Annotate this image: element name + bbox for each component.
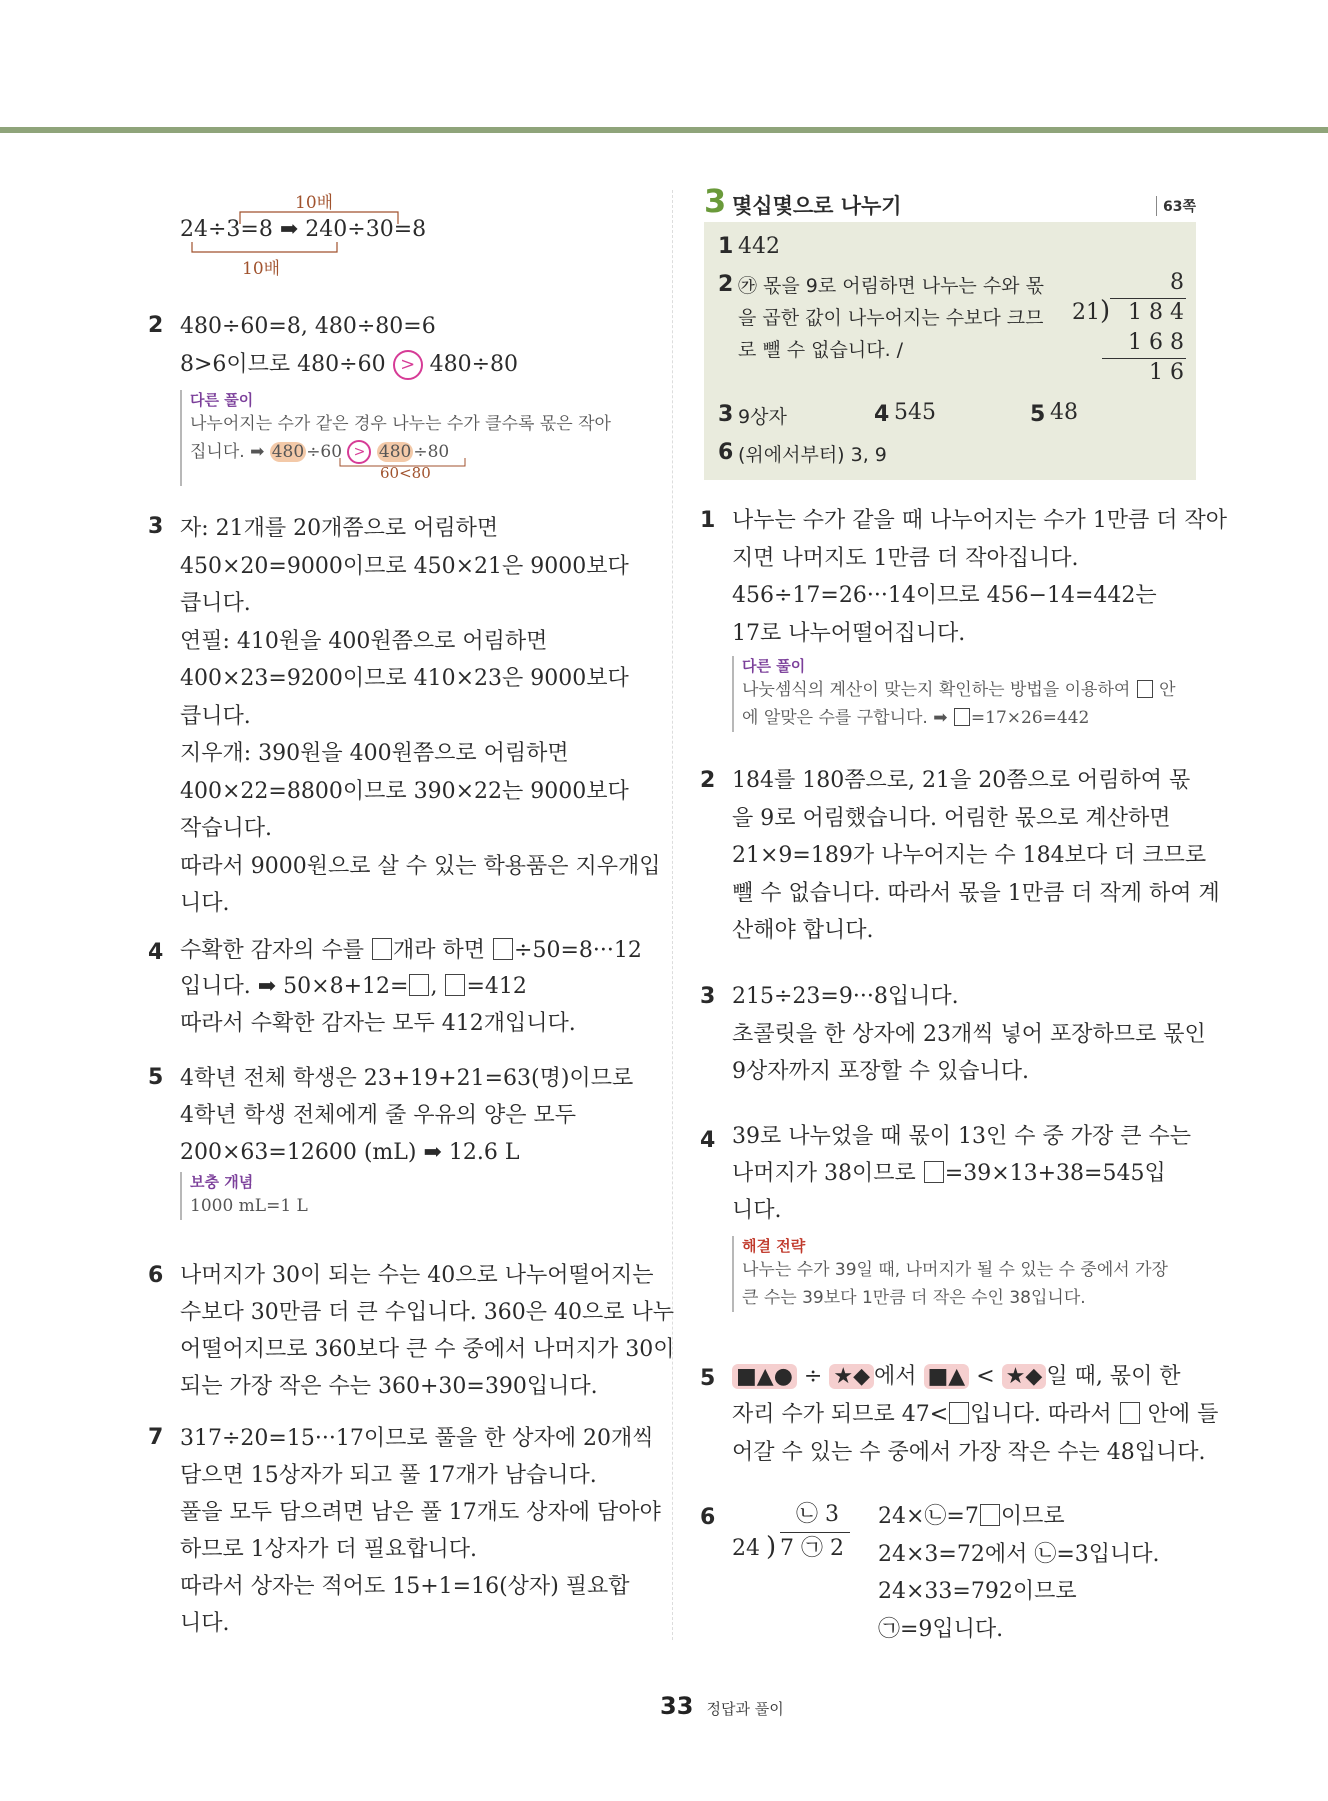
r5-number: 5 [700,1366,716,1391]
page-ref: 63쪽 [1156,196,1196,216]
q4-line2b: , [430,974,438,999]
q7-line: 따라서 상자는 적어도 15+1=16(상자) 필요합 [180,1574,630,1599]
r6-long-division [732,1500,852,1580]
r5-pill-2: ★◆ [829,1364,874,1389]
q2-note [180,390,611,486]
page-number: 33 [660,1692,694,1720]
div-bracket: ) [1100,296,1111,326]
q3-number: 3 [148,514,164,539]
a2-line: 을 곱한 값이 나누어지는 수보다 크므 [738,307,1044,329]
a6-answer: (위에서부터) 3, 9 [738,444,887,466]
q2-note-line2b: ÷60 [306,442,343,462]
r6-dividend: 7 ㉠ 2 [780,1536,844,1561]
q6-line: 되는 가장 작은 수는 360+30=390입니다. [180,1374,598,1399]
a3-answer: 9상자 [738,406,787,428]
long-division [1072,268,1188,388]
blank-box [980,1504,1000,1526]
q7-number: 7 [148,1425,164,1450]
r1-note-line2 [742,704,1176,732]
div-divisor: 21 [1072,300,1100,325]
greater-than-circle: > [393,350,423,380]
column-divider [672,190,673,1640]
top-formula-diagram [172,190,472,290]
r1-note-line1b: 안 [1159,680,1176,700]
q5-line: 4학년 전체 학생은 23+19+21=63(명)이므로 [180,1066,634,1091]
q4-line2c: =412 [466,974,527,999]
r1-note-line2b: =17×26=442 [970,708,1090,728]
section-header [704,182,1196,220]
q5-line: 4학년 학생 전체에게 줄 우유의 양은 모두 [180,1103,576,1128]
q2-line1: 480÷60=8, 480÷80=6 [180,314,436,339]
a5-answer: 48 [1050,400,1078,425]
r5-line2b: 입니다. 따라서 [970,1402,1112,1427]
r5-line1 [732,1362,1181,1392]
r3-body [732,978,1206,1091]
top-annotation-b: 10배 [242,259,281,279]
q2-line2 [180,350,518,380]
footer-label: 정답과 풀이 [706,1700,784,1718]
r2-line: 21×9=189가 나누어지는 수 184보다 더 크므로 [732,843,1207,868]
q6-line: 나머지가 30이 되는 수는 40으로 나누어떨어지는 [180,1263,654,1288]
r5-divide: ÷ [803,1364,823,1389]
div-subtract: 1 6 8 [1128,330,1184,355]
q4-number: 4 [148,940,164,965]
q3-line: 지우개: 390원을 400원쯤으로 어림하면 [180,741,569,766]
r3-number: 3 [700,984,716,1009]
q3-line: 400×22=8800이므로 390×22는 9000보다 [180,778,629,804]
a6-number: 6 [718,440,734,465]
r5-pill-3: ■▲ [924,1364,970,1389]
q3-line: 자: 21개를 20개쯤으로 어림하면 [180,516,499,541]
r6-line2: 24×3=72에서 ㉡=3입니다. [878,1541,1160,1567]
r6-number: 6 [700,1505,716,1530]
q7-line: 317÷20=15···17이므로 풀을 한 상자에 20개씩 [180,1426,654,1451]
q6-line: 어떨어지므로 360보다 큰 수 중에서 나머지가 30이 [180,1337,675,1362]
r5-line2 [732,1400,1218,1430]
q2-note-line1: 나누어지는 수가 같은 경우 나누는 수가 클수록 몫은 작아 [190,414,611,434]
q5-note-text: 1000 mL=1 L [190,1196,308,1216]
a5-number: 5 [1030,402,1046,427]
r6-line1 [878,1498,1160,1536]
q3-line: 큽니다. [180,703,251,729]
q6-body [180,1257,674,1405]
top-rule [0,127,1328,133]
r5-text1: 에서 [874,1364,917,1389]
q2-note-highlight-1: 480 [271,442,305,462]
r1-line: 456÷17=26···14이므로 456−14=442는 [732,583,1157,608]
blank-box [1120,1402,1140,1424]
q4-line1a: 수확한 감자의 수를 [180,938,365,963]
r5-line2c: 안에 들 [1147,1402,1219,1427]
q7-line: 담으면 15상자가 되고 풀 17개가 남습니다. [180,1463,597,1488]
div-remainder: 1 6 [1149,360,1184,385]
section-number: 3 [704,182,727,220]
q6-line: 수보다 30만큼 더 큰 수입니다. 360은 40으로 나누 [180,1300,674,1325]
r1-note-line1 [742,676,1176,704]
r6-line1b: 이므로 [1000,1504,1065,1529]
a1-number: 1 [718,234,734,259]
q2-note-highlight-2: 480 [378,442,412,462]
q3-line: 작습니다. [180,816,273,841]
blank-box [372,938,392,960]
r1-note [732,656,1176,732]
r2-body [732,762,1220,950]
q3-line: 450×20=9000이므로 450×21은 9000보다 [180,553,629,579]
q5-body [180,1060,633,1171]
q2-note-title: 다른 풀이 [190,391,254,409]
section-title: 몇십몇으로 나누기 [732,194,902,218]
r1-line: 17로 나누어떨어집니다. [732,620,966,646]
a2-line: ㉮ 몫을 9로 어림하면 나누는 수와 몫 [738,275,1044,297]
r6-div-bracket: ) [766,1532,777,1562]
r4-note-line2: 큰 수는 39보다 1만큼 더 작은 수인 38입니다. [742,1288,1086,1308]
blank-box [1137,680,1153,698]
r3-line: 215÷23=9···8입니다. [732,984,959,1009]
r2-line: 184를 180쯤으로, 21을 20쯤으로 어림하여 몫 [732,768,1191,793]
r3-line: 9상자까지 포장할 수 있습니다. [732,1059,1029,1084]
r4-note [732,1236,1168,1312]
r6-line4: ㉠=9입니다. [878,1616,1004,1642]
q2-note-sub: 60<80 [380,464,431,482]
q5-number: 5 [148,1065,164,1090]
r5-text2: 일 때, 몫이 한 [1046,1364,1181,1389]
q2-note-line2a: 집니다. ➡ [190,442,265,462]
r6-div-bar [780,1532,850,1533]
q4-line2a: 입니다. ➡ 50×8+12= [180,974,409,999]
q3-line: 니다. [180,891,230,916]
a1-answer: 442 [738,234,780,259]
r1-note-title: 다른 풀이 [742,657,806,675]
r4-line3: 니다. [732,1198,782,1223]
r4-note-title: 해결 전략 [742,1237,806,1255]
blank-box [924,1161,944,1183]
r1-note-line2a: 에 알맞은 수를 구합니다. ➡ [742,708,948,728]
q3-body [180,510,661,923]
q7-line: 풀을 모두 담으려면 남은 풀 17개도 상자에 담아야 [180,1500,661,1525]
q6-number: 6 [148,1263,164,1288]
blank-box [493,938,513,960]
q7-line: 니다. [180,1611,230,1636]
r6-divisor: 24 [732,1536,760,1561]
top-annotation-a: 10배 [295,193,334,213]
r1-number: 1 [700,508,716,533]
q2-line2a: 8>6이므로 480÷60 [180,352,386,377]
r1-note-line1a: 나눗셈식의 계산이 맞는지 확인하는 방법을 이용하여 [742,680,1131,700]
r6-line1a: 24×㉡=7 [878,1504,979,1529]
r4-number: 4 [700,1128,716,1153]
top-formula: 24÷3=8 ➡ 240÷30=8 [180,217,427,242]
div-quotient: 8 [1170,270,1184,295]
q7-body [180,1420,661,1642]
a4-number: 4 [874,402,890,427]
answer-box [704,222,1196,480]
r4-line2 [732,1159,1166,1189]
q2-number: 2 [148,313,164,338]
q5-note-title: 보충 개념 [190,1173,254,1191]
r6-body [878,1498,1160,1648]
r2-line: 을 9로 어림했습니다. 어림한 몫으로 계산하면 [732,805,1171,831]
q4-line1b: 개라 하면 [393,938,486,963]
r6-line3: 24×33=792이므로 [878,1579,1077,1604]
blank-box [409,974,429,996]
div-dividend: 1 8 4 [1128,300,1184,325]
q3-line: 큽니다. [180,591,251,616]
a2-number: 2 [718,272,734,297]
r5-less-than: < [976,1364,995,1389]
r5-line2a: 자리 수가 되므로 47< [732,1402,949,1427]
r1-body [732,502,1227,652]
q2-note-line2c: ÷80 [413,442,450,462]
q2-line2b: 480÷80 [429,352,519,377]
blank-box [949,1402,969,1424]
q3-line: 연필: 410원을 400원쯤으로 어림하면 [180,628,548,654]
r5-pill-4: ★◆ [1002,1364,1047,1389]
r1-line: 나누는 수가 같을 때 나누어지는 수가 1만큼 더 작아 [732,508,1227,533]
r2-line: 뺄 수 없습니다. 따라서 몫을 1만큼 더 작게 하여 계 [732,880,1220,906]
blank-box [954,708,970,726]
page-footer [660,1692,784,1720]
q4-line2 [180,972,527,1002]
r5-pill-1: ■▲● [732,1364,797,1389]
a2-text [738,270,1044,366]
r6-quotient: ㉡ 3 [796,1502,839,1527]
a3-number: 3 [718,402,734,427]
r5-line3: 어갈 수 있는 수 중에서 가장 작은 수는 48입니다. [732,1440,1206,1465]
r2-number: 2 [700,768,716,793]
r3-line: 초콜릿을 한 상자에 23개씩 넣어 포장하므로 몫인 [732,1021,1206,1047]
blank-box [445,974,465,996]
r4-line2b: =39×13+38=545입 [944,1161,1166,1186]
r4-line2a: 나머지가 38이므로 [732,1161,916,1186]
q4-line1 [180,936,642,966]
a2-line: 로 뺄 수 없습니다. / [738,339,904,361]
r2-line: 산해야 합니다. [732,918,874,943]
a4-answer: 545 [894,400,936,425]
q4-line1c: ÷50=8···12 [514,938,642,963]
greater-than-circle-small: > [347,440,371,464]
q5-line: 200×63=12600 (mL) ➡ 12.6 L [180,1140,520,1165]
q3-line: 따라서 9000원으로 살 수 있는 학용품은 지우개입 [180,853,661,879]
r4-line1: 39로 나누었을 때 몫이 13인 수 중 가장 큰 수는 [732,1124,1191,1149]
q5-note [180,1172,308,1220]
r1-line: 지면 나머지도 1만큼 더 작아집니다. [732,545,1079,571]
q3-line: 400×23=9200이므로 410×23은 9000보다 [180,666,629,691]
r4-note-line1: 나누는 수가 39일 때, 나머지가 될 수 있는 수 중에서 가장 [742,1260,1168,1280]
q7-line: 하므로 1상자가 더 필요합니다. [180,1537,477,1562]
q4-line3: 따라서 수확한 감자는 모두 412개입니다. [180,1011,576,1036]
